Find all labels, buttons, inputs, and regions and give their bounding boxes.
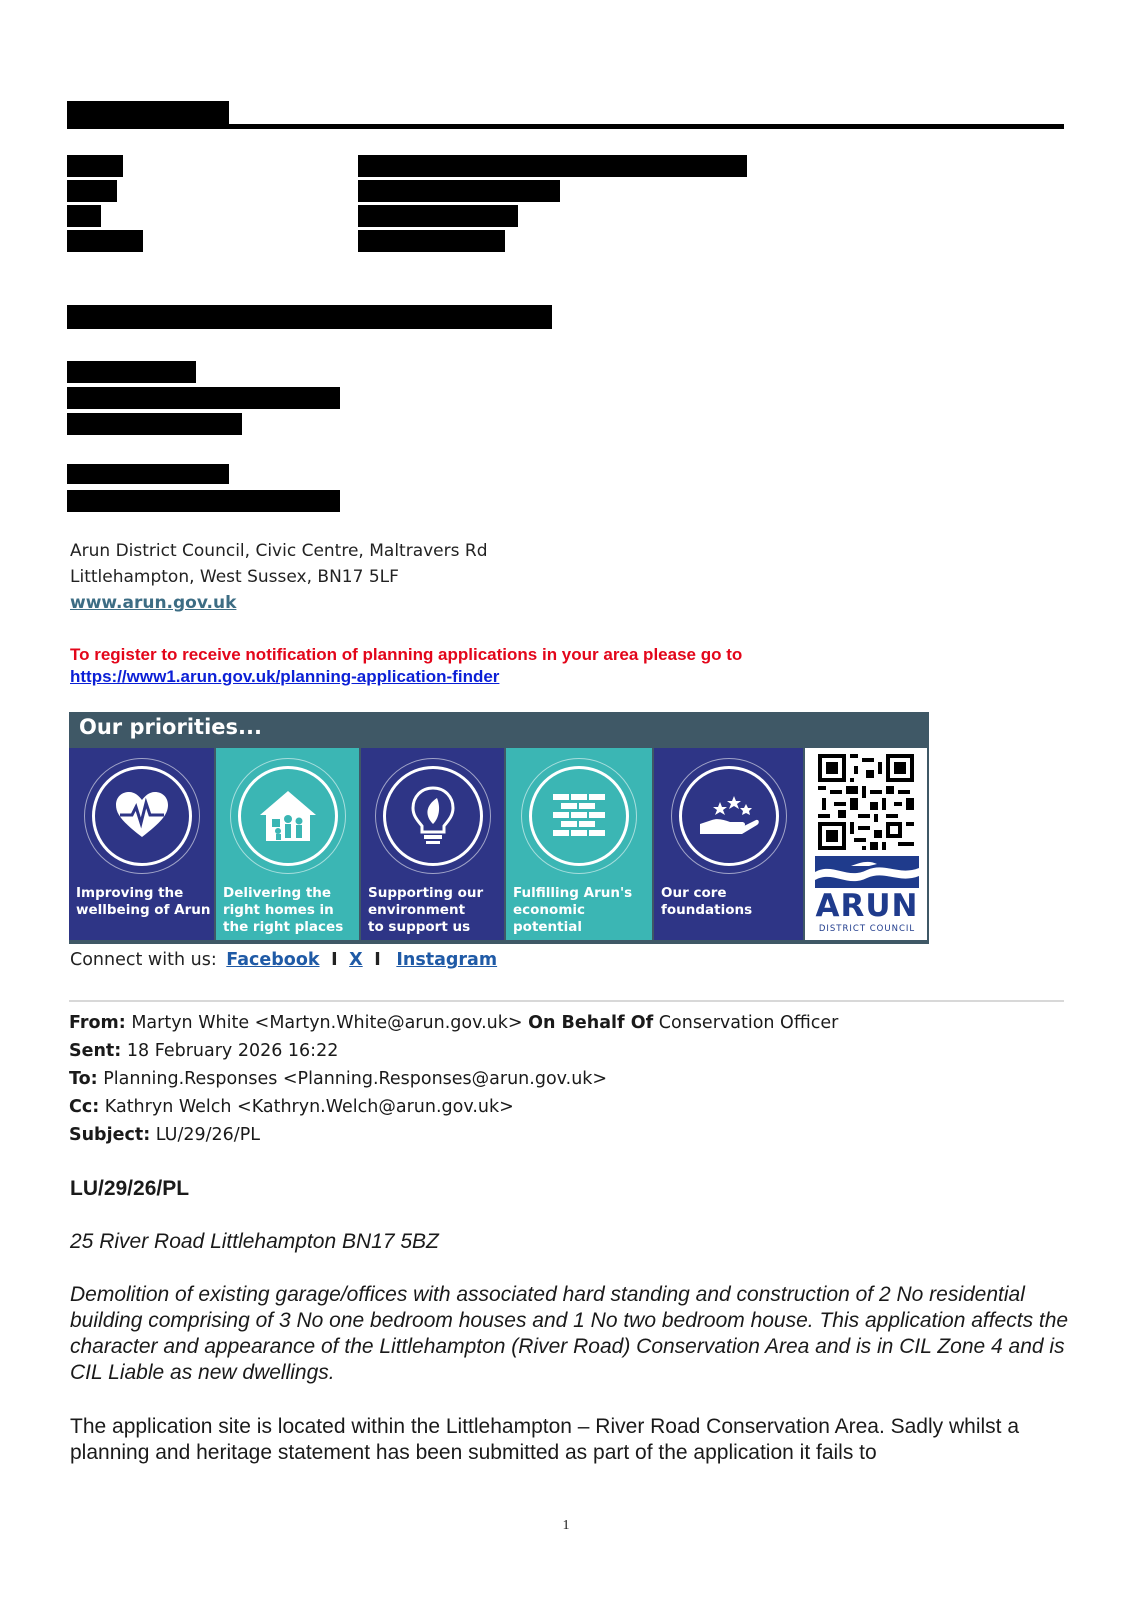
- heart-pulse-icon: [92, 766, 192, 866]
- connect-row: [70, 950, 497, 970]
- planning-finder-link[interactable]: https://www1.arun.gov.uk/planning-application-finder: [70, 667, 500, 686]
- header-rule: [67, 124, 1064, 129]
- council-address-line2: Littlehampton, West Sussex, BN17 5LF: [70, 567, 399, 587]
- cc-line: [69, 1097, 514, 1117]
- page-number: 1: [562, 1518, 570, 1533]
- tile-label: Our core foundations: [661, 885, 753, 918]
- separator: I: [331, 950, 338, 970]
- lightbulb-leaf-icon: [383, 766, 483, 866]
- register-notice: To register to receive notification of planning applications in your area please go to: [70, 645, 743, 664]
- brick-wall-icon: [529, 766, 629, 866]
- council-address-line1: Arun District Council, Civic Centre, Maltravers Rd: [70, 541, 488, 561]
- sent-line: [69, 1041, 338, 1061]
- divider: [69, 1000, 1064, 1002]
- from-label: From:: [69, 1013, 126, 1033]
- priorities-banner[interactable]: [69, 712, 929, 944]
- tile-label: Improving the wellbeing of Arun: [76, 885, 211, 918]
- redacted-block: [67, 305, 552, 329]
- redacted-block: [358, 230, 505, 252]
- on-behalf-value: Conservation Officer: [658, 1013, 839, 1033]
- redacted-block: [67, 361, 196, 383]
- banner-title: Our priorities...: [79, 715, 262, 739]
- qr-code-icon[interactable]: [818, 754, 914, 850]
- redacted-block: [67, 230, 143, 252]
- separator: I: [374, 950, 381, 970]
- on-behalf-label: On Behalf Of: [528, 1013, 654, 1033]
- cc-label: Cc:: [69, 1097, 100, 1117]
- tile-label: Supporting our environment to support us: [368, 885, 484, 935]
- redacted-block: [67, 413, 242, 435]
- from-line: [69, 1013, 838, 1033]
- redacted-block: [67, 490, 340, 512]
- to-label: To:: [69, 1069, 98, 1089]
- redacted-block: [358, 205, 518, 227]
- priority-tile-homes[interactable]: [216, 748, 359, 940]
- subject-line: [69, 1125, 260, 1145]
- sent-label: Sent:: [69, 1041, 122, 1061]
- application-description: Demolition of existing garage/offices with associated hard standing and construction of 2 No residential building comprising of 3 No one bedroom houses and 1 No two bedroom house. This application affects the character and appearance of the Littlehampton (River Road) Conservation Area and is in CIL Zone 4 and is CIL Liable as new dwellings.: [70, 1283, 1069, 1384]
- from-value: Martyn White <Martyn.White@arun.gov.uk>: [131, 1013, 523, 1033]
- website-link[interactable]: www.arun.gov.uk: [70, 593, 237, 613]
- priority-tile-wellbeing[interactable]: [69, 748, 214, 940]
- to-value: Planning.Responses <Planning.Responses@arun.gov.uk>: [103, 1069, 608, 1089]
- arun-subtitle: DISTRICT COUNCIL: [818, 924, 916, 934]
- priority-tile-economy[interactable]: [506, 748, 652, 940]
- tile-label: Fulfilling Arun's economic potential: [513, 885, 633, 935]
- tile-label: Delivering the right homes in the right places: [223, 885, 344, 935]
- arun-wordmark: ARUN: [815, 888, 919, 924]
- priority-tile-foundations[interactable]: [654, 748, 803, 940]
- redacted-block: [67, 180, 117, 202]
- qr-and-logo-tile[interactable]: [805, 748, 927, 940]
- priority-tile-environment[interactable]: [361, 748, 504, 940]
- cc-value: Kathryn Welch <Kathryn.Welch@arun.gov.uk>: [104, 1097, 514, 1117]
- site-address: 25 River Road Littlehampton BN17 5BZ: [70, 1230, 439, 1253]
- subject-label: Subject:: [69, 1125, 151, 1145]
- x-link[interactable]: X: [349, 950, 363, 970]
- sent-value: 18 February 2026 16:22: [126, 1041, 339, 1061]
- instagram-link[interactable]: Instagram: [396, 950, 498, 970]
- body-paragraph: The application site is located within the Littlehampton – River Road Conservation Area. Sadly whilst a planning and heritage statement has been submitted as part of the application it fails to: [70, 1415, 1020, 1464]
- house-family-icon: [238, 766, 338, 866]
- application-reference: LU/29/26/PL: [70, 1177, 190, 1200]
- to-line: [69, 1069, 607, 1089]
- redacted-block: [67, 387, 340, 409]
- redacted-block: [358, 180, 560, 202]
- connect-label: Connect with us:: [70, 950, 217, 970]
- redacted-block: [358, 155, 747, 177]
- redacted-block: [67, 205, 101, 227]
- subject-value: LU/29/26/PL: [155, 1125, 260, 1145]
- redacted-block: [67, 155, 123, 177]
- facebook-link[interactable]: Facebook: [226, 950, 320, 970]
- arun-logo: [811, 856, 923, 936]
- redacted-block: [67, 464, 229, 484]
- hand-stars-icon: [679, 766, 779, 866]
